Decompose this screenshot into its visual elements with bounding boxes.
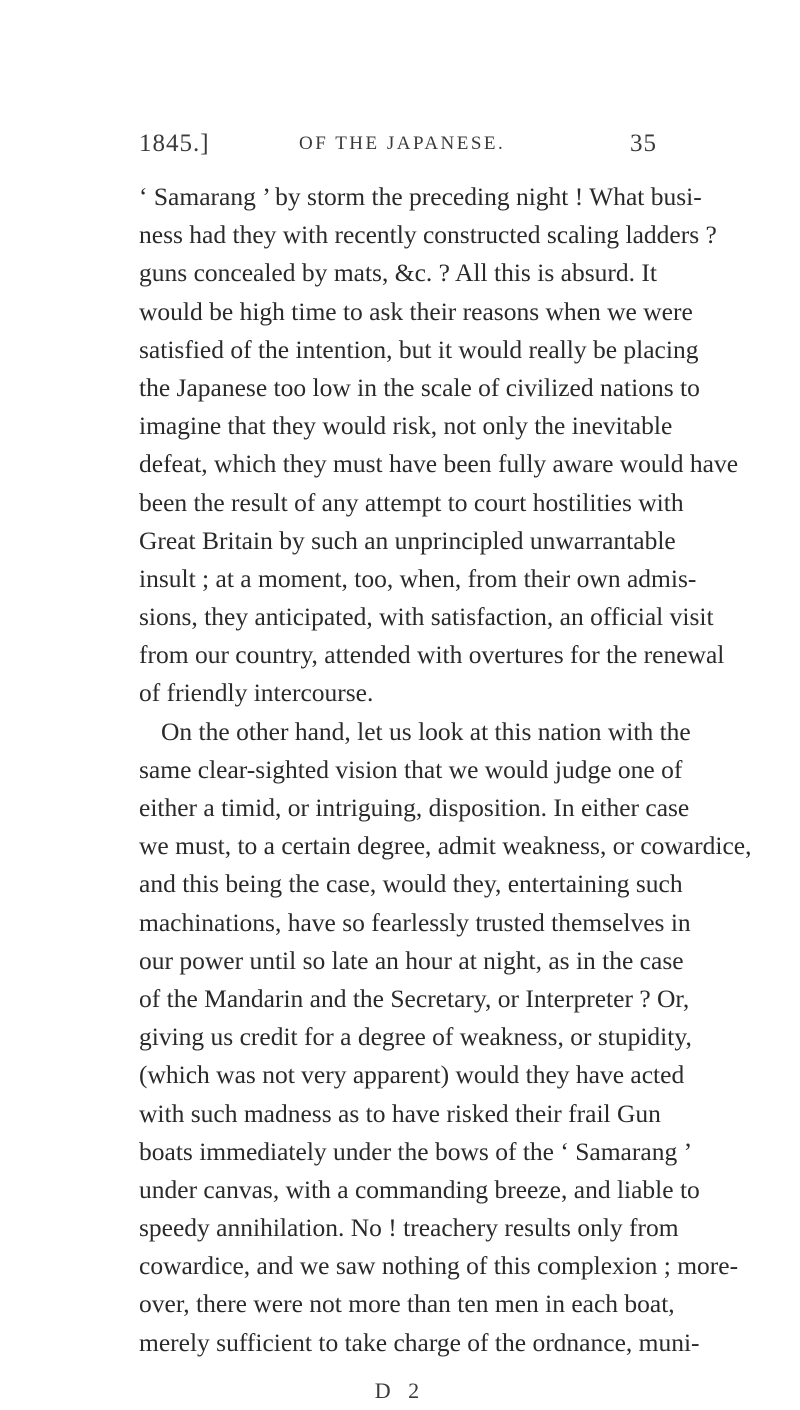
signature-mark: D 2: [374, 1378, 426, 1403]
body-text: [139, 178, 752, 1362]
text-line: over, there were not more than ten men in each boat,: [139, 1289, 675, 1319]
running-head: [139, 130, 657, 166]
page-number: 35: [630, 130, 657, 157]
text-line: insult ; at a moment, too, when, from their own admis-: [139, 563, 697, 593]
text-line: under canvas, with a commanding breeze, and liable to: [139, 1174, 700, 1204]
text-line: imagine that they would risk, not only the inevitable: [139, 411, 673, 441]
text-line: and this being the case, would they, entertaining such: [139, 869, 683, 899]
text-line: guns concealed by mats, &c. ? All this is absurd. It: [139, 258, 657, 288]
text-line: Great Britain by such an unprincipled unwarrantable: [139, 525, 676, 555]
text-line-paragraph-start: On the other hand, let us look at this nation with the: [161, 716, 691, 746]
text-line: either a timid, or intriguing, disposition. In either case: [139, 793, 690, 822]
text-line: sions, they anticipated, with satisfaction, an official visit: [139, 602, 714, 632]
text-line: defeat, which they must have been fully aware would have: [139, 449, 739, 479]
running-head-year: 1845.]: [139, 130, 210, 157]
text-line: been the result of any attempt to court hostilities with: [139, 487, 684, 517]
running-head-title: OF THE JAPANESE.: [299, 133, 506, 154]
text-line: speedy annihilation. No ! treachery results only from: [139, 1213, 679, 1243]
text-line: (which was not very apparent) would they have acted: [139, 1060, 685, 1090]
text-line-paragraph-end: of friendly intercourse.: [139, 678, 374, 708]
text-line: same clear-sighted vision that we would judge one of: [139, 754, 683, 784]
text-line: would be high time to ask their reasons when we were: [139, 296, 693, 326]
text-line: the Japanese too low in the scale of civilized nations to: [139, 372, 700, 402]
text-line: merely sufficient to take charge of the ordnance, muni-: [139, 1327, 700, 1357]
text-line: from our country, attended with overtures for the renewal: [139, 640, 725, 670]
text-line: satisfied of the intention, but it would really be placing: [139, 334, 699, 364]
text-line: with such madness as to have risked their frail Gun: [139, 1098, 661, 1128]
text-line: we must, to a certain degree, admit weakness, or cowardice,: [139, 831, 752, 861]
text-line: boats immediately under the bows of the ‘ Samarang ’: [139, 1136, 693, 1166]
text-line: giving us credit for a degree of weakness, or stupidity,: [139, 1022, 692, 1052]
text-line: ness had they with recently constructed scaling ladders ?: [139, 220, 717, 250]
text-line: ‘ Samarang ’ by storm the preceding night ! What busi-: [139, 182, 702, 211]
text-line: cowardice, and we saw nothing of this complexion ; more-: [139, 1251, 739, 1281]
text-line: our power until so late an hour at night, as in the case: [139, 945, 684, 975]
text-line: of the Mandarin and the Secretary, or Interpreter ? Or,: [139, 983, 690, 1013]
text-line: machinations, have so fearlessly trusted themselves in: [139, 907, 691, 937]
